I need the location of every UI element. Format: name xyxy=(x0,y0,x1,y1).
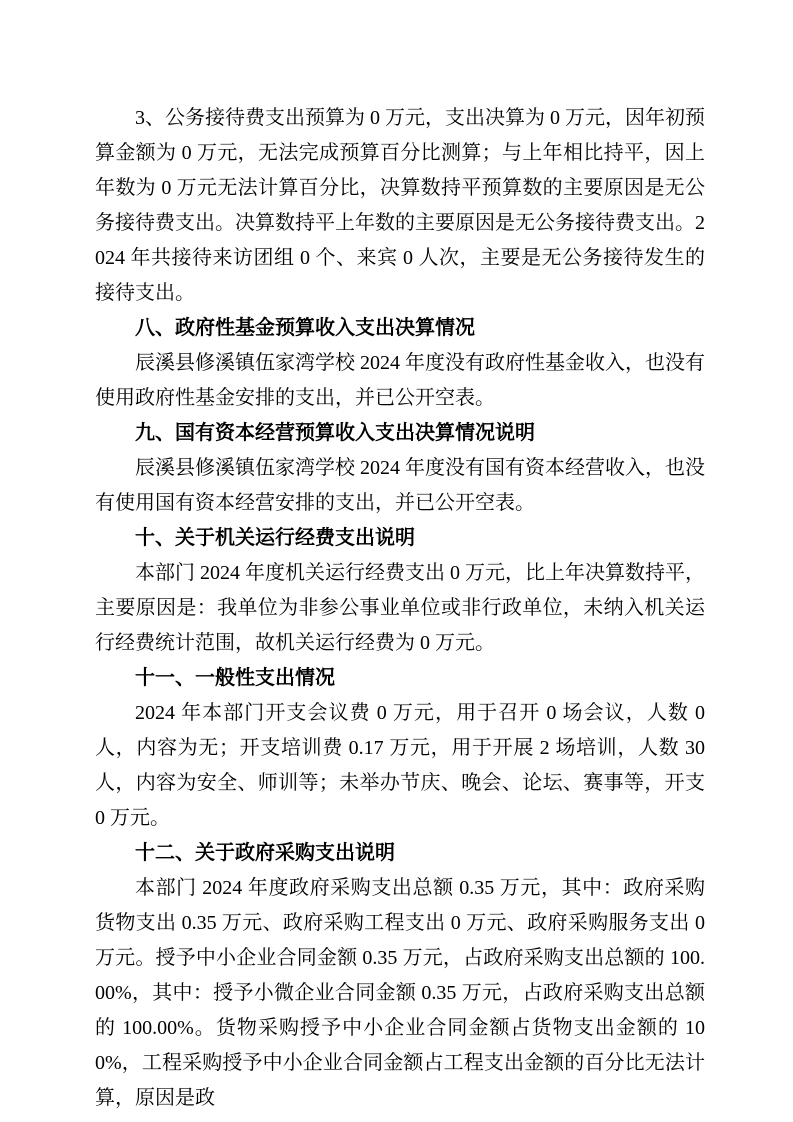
section-heading: 十、关于机关运行经费支出说明 xyxy=(135,527,415,549)
body-paragraph: 2024 年本部门开支会议费 0 万元，用于召开 0 场会议，人数 0 人，内容为无；开支培训费 0.17 万元，用于开展 2 场培训，人数 30 人，内容为安全、师训等；未举办节庆、晚会、论坛、赛事等，开支 0 万元。 xyxy=(95,702,705,829)
body-paragraph: 3、公务接待费支出预算为 0 万元，支出决算为 0 万元，因年初预算金额为 0 万元，无法完成预算百分比测算；与上年相比持平，因上年数为 0 万元无法计算百分比，决算数持平预算数的主要原因是无公务接待费支出。决算数持平上年数的主要原因是无公务接待费支出。2024 年共接待来访团组 0 个、来宾 0 人次，主要是无公务接待发生的接待支出。 xyxy=(95,107,705,304)
section-heading: 八、政府性基金预算收入支出决算情况 xyxy=(135,317,475,339)
section-heading: 九、国有资本经营预算收入支出决算情况说明 xyxy=(135,422,535,444)
document-body xyxy=(95,101,705,1116)
body-paragraph: 辰溪县修溪镇伍家湾学校 2024 年度没有政府性基金收入，也没有使用政府性基金安排的支出，并已公开空表。 xyxy=(95,352,705,409)
body-paragraph: 本部门 2024 年度政府采购支出总额 0.35 万元，其中：政府采购货物支出 0.35 万元、政府采购工程支出 0 万元、政府采购服务支出 0 万元。授予中小企业合同金额 0.35 万元，占政府采购支出总额的 100.00%，其中：授予小微企业合同金额 0.35 万元，占政府采购支出总额的 100.00%。货物采购授予中小企业合同金额占货物支出金额的 100%，工程采购授予中小企业合同金额占工程支出金额的百分比无法计算，原因是政 xyxy=(95,877,705,1109)
body-paragraph: 辰溪县修溪镇伍家湾学校 2024 年度没有国有资本经营收入，也没有使用国有资本经营安排的支出，并已公开空表。 xyxy=(95,457,705,514)
section-heading: 十二、关于政府采购支出说明 xyxy=(135,842,395,864)
section-heading: 十一、一般性支出情况 xyxy=(135,667,335,689)
body-paragraph: 本部门 2024 年度机关运行经费支出 0 万元，比上年决算数持平，主要原因是：我单位为非参公事业单位或非行政单位，未纳入机关运行经费统计范围，故机关运行经费为 0 万元。 xyxy=(95,562,705,654)
